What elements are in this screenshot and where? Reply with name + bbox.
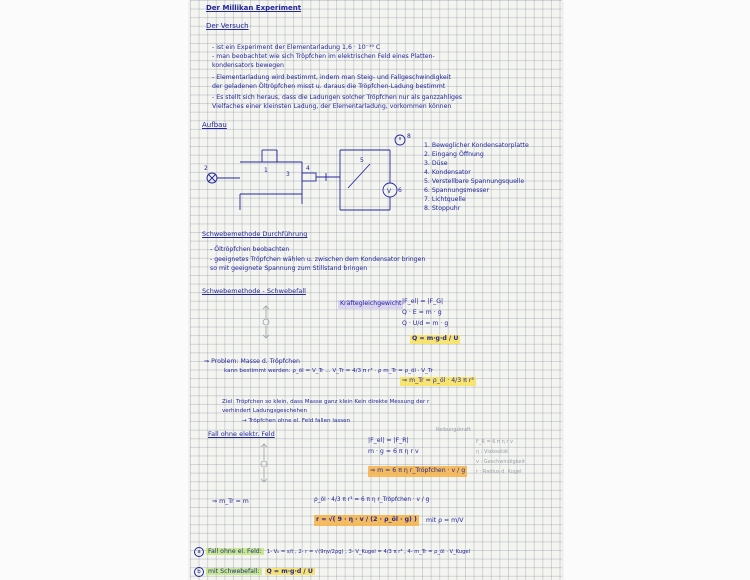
versuch-line: der geladenen Öltröpfchen misst u. daraus die Tröpfchen-Ladung bestimmt xyxy=(212,83,446,90)
schwebe-line: so mit geeignete Spannung zum Stillstand bringen xyxy=(210,265,368,272)
versuch-line: - man beobachtet wie sich Tröpfchen im elektrischen Feld eines Platten- xyxy=(212,53,435,60)
fall-equation: |F_el| = |F_R| xyxy=(368,437,409,444)
versuch-heading: Der Versuch xyxy=(206,22,249,30)
side-note: r : Radius d. Kugel xyxy=(476,469,522,475)
schwebe-heading: Schwebemethode Durchführung xyxy=(202,230,308,238)
droplet-sketch-2 xyxy=(250,440,280,484)
ziel-line: → Tröpfchen ohne el. Feld fallen lassen xyxy=(242,418,351,424)
marker-b: b xyxy=(194,567,204,577)
force-equation: |F_el| = |F_G| xyxy=(402,298,444,305)
summary-a xyxy=(194,538,470,557)
notebook-page xyxy=(190,0,562,580)
fall-mass-result: ⇒ m = 6 π η r_Tröpfchen · v / g xyxy=(368,466,467,477)
pencil-note: Reibungskraft xyxy=(436,427,471,433)
ziel-line: Ziel: Tröpfchen so klein, dass Masse ganz klein Kein direkte Messung der r xyxy=(222,399,430,405)
fall-equation: m · g = 6 π η r v xyxy=(368,448,419,455)
ziel-line: verhindert Ladungsgeschehen xyxy=(222,408,308,414)
circuit-number: 3 xyxy=(286,171,290,178)
problem-result: ⇒ m_Tr = ρ_öl · 4/3 π r³ xyxy=(402,377,474,384)
force-label: Kräftegleichgewicht xyxy=(340,300,402,307)
circuit-number: 2 xyxy=(204,165,208,172)
summary-a-label: Fall ohne el. Feld: xyxy=(208,548,262,555)
legend-item: 4. Kondensator xyxy=(424,169,471,176)
summary-b-text: Q = m·g·d / U xyxy=(266,568,313,575)
radius-result: r = √( 9 · η · v / (2 · ρ_öl · g) ) xyxy=(314,515,419,526)
circuit-number: 5 xyxy=(360,157,364,164)
legend-item: 6. Spannungsmesser xyxy=(424,187,489,194)
side-note: η : Viskosität xyxy=(476,449,509,455)
nozzle-symbol xyxy=(302,173,316,181)
side-note: v : Geschwindigkeit xyxy=(476,459,525,465)
side-note: F_R = 6 π η r v xyxy=(476,439,513,445)
circuit-diagram xyxy=(202,132,417,224)
density-note: mit ρ = m/V xyxy=(426,517,464,524)
marker-a: a xyxy=(194,547,204,557)
arrow-line: ⇒ m_Tr = m xyxy=(212,498,249,505)
voltmeter-label: V xyxy=(387,188,392,195)
circuit-number: 4 xyxy=(306,165,310,172)
force-result: Q = m·g·d / U xyxy=(412,335,459,342)
force-equation: Q · U/d = m · g xyxy=(402,320,449,327)
summary-a-text: 1- V₀ = s/t , 2- r = √(9ηv/2ρg) , 3- V_Kugel = 4/3 π r³ , 4- m_Tr = ρ_öl · V_Kugel xyxy=(266,549,471,555)
legend-item: 1. Beweglicher Kondensatorplatte xyxy=(424,142,529,149)
page-title: Der Millikan Experiment xyxy=(206,4,302,12)
force-equation: Q · E = m · g xyxy=(402,309,442,316)
versuch-line: - Elementarladung wird bestimmt, indem man Steig- und Fallgeschwindigkeit xyxy=(212,74,451,81)
circuit-number: 1 xyxy=(264,167,268,174)
variable-source-arrow xyxy=(348,164,370,188)
summary-b xyxy=(194,558,315,577)
versuch-line: - Es stellt sich heraus, dass die Ladungen solcher Tröpfchen nur als ganzzahliges xyxy=(212,94,463,101)
schwebe-line: - Öltröpfchen beobachten xyxy=(210,246,290,253)
legend-item: 5. Verstellbare Spannungsquelle xyxy=(424,178,525,185)
radius-equation: ρ_öl · 4/3 π r³ = 6 π η r_Tröpfchen · v / g xyxy=(314,497,430,503)
circuit-number: 8 xyxy=(407,133,411,140)
legend-item: 3. Düse xyxy=(424,160,448,167)
problem-line: ⇒ Problem: Masse d. Tröpfchen xyxy=(204,358,300,365)
legend-item: 7. Lichtquelle xyxy=(424,196,466,203)
versuch-line: - ist ein Experiment der Elementarladung 1,6 · 10⁻¹⁹ C xyxy=(212,44,381,51)
summary-b-label: mit Schwebefall: xyxy=(208,568,260,575)
circuit-number: 6 xyxy=(398,187,402,194)
schwebe-line: - geeignetes Tröpfchen wählen u. zwischen dem Kondensator bringen xyxy=(210,256,426,263)
legend-item: 8. Stoppuhr xyxy=(424,205,461,212)
problem-line: kann bestimmt werden: ρ_öl = V_Tr ... V_Tr = 4/3 π r³ · ρ m_Tr = ρ_öl · V_Tr xyxy=(224,368,433,374)
aufbau-heading: Aufbau xyxy=(202,121,227,129)
droplet-sketch-1 xyxy=(252,300,282,342)
legend-item: 2. Eingang Öffnung xyxy=(424,151,484,158)
versuch-line: Vielfaches einer kleinsten Ladung, der Elementarladung, vorkommen können xyxy=(212,103,452,110)
schwebefall-heading: Schwebemethode - Schwebefall xyxy=(202,287,306,295)
versuch-line: kondensators bewegen xyxy=(212,62,284,69)
fall-heading: Fall ohne elektr. Feld xyxy=(208,430,275,438)
